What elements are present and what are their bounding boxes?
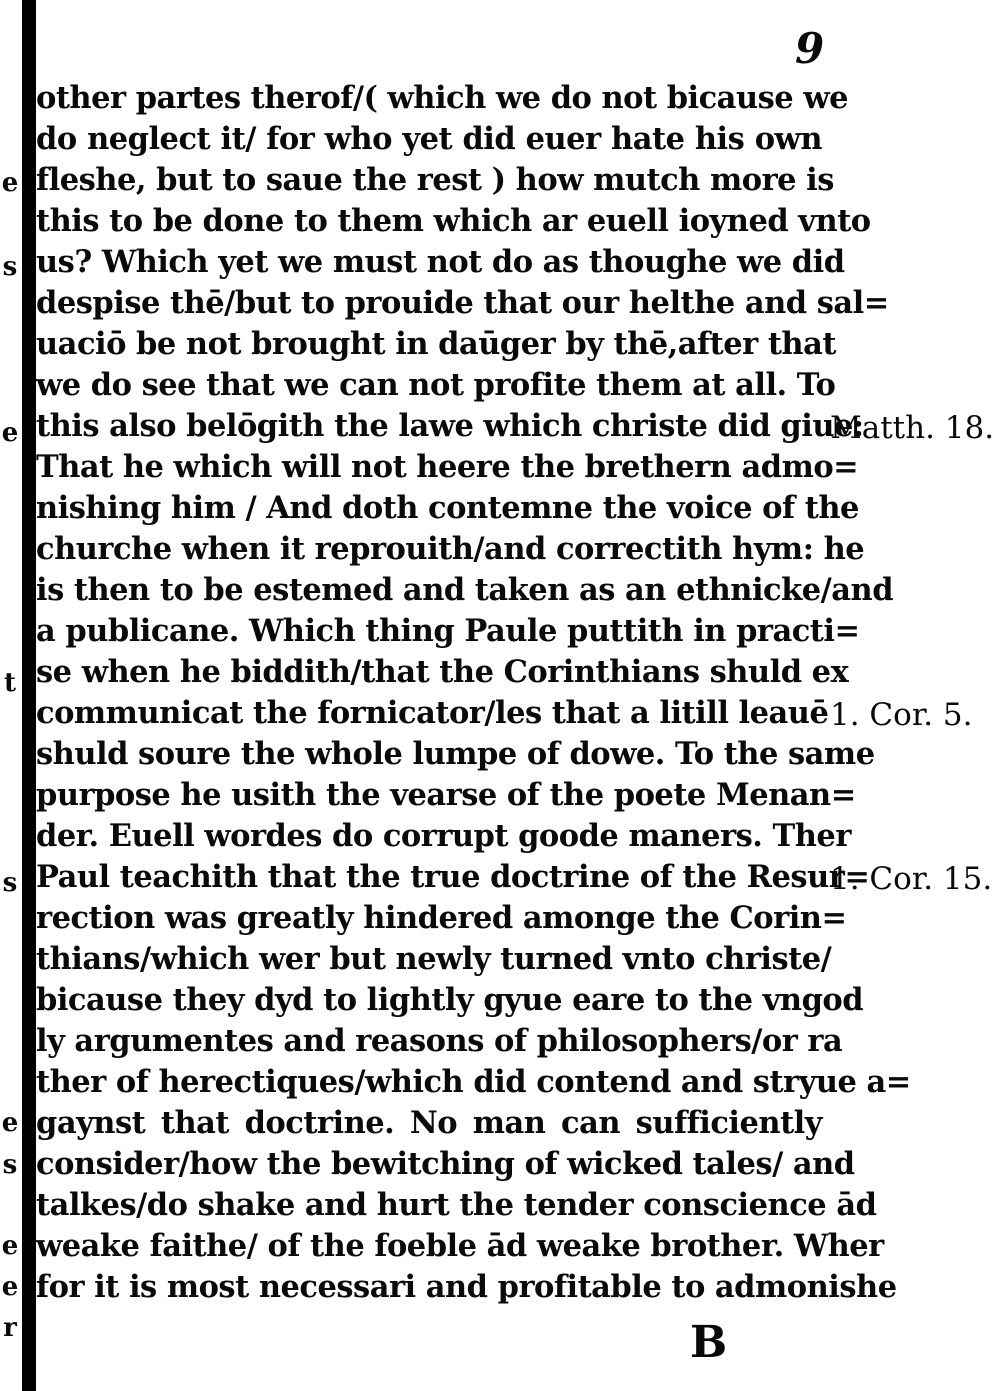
text-line: thians/which wer but newly turned vnto christe/ bbox=[36, 941, 832, 977]
text-line: despise thē/but to prouide that our helthe and sal= bbox=[36, 285, 889, 321]
text-line: fleshe, but to saue the rest ) how mutch more is bbox=[36, 162, 834, 198]
text-line: we do see that we can not profite them at all. To bbox=[36, 367, 836, 403]
text-line: is then to be estemed and taken as an ethnicke/and bbox=[36, 572, 894, 608]
text-line: a publicane. Which thing Paule puttith in practi= bbox=[36, 613, 860, 649]
signature-mark: B bbox=[690, 1317, 728, 1368]
gutter-letter: e bbox=[1, 168, 19, 198]
text-line: talkes/do shake and hurt the tender conscience ād bbox=[36, 1187, 877, 1223]
text-line: gaynst that doctrine. No man can sufficiently bbox=[36, 1105, 822, 1141]
text-line: this to be done to them which ar euell ioyned vnto bbox=[36, 203, 871, 239]
page-number: 9 bbox=[795, 24, 825, 73]
gutter-letter: e bbox=[1, 418, 19, 448]
gutter-letter: e bbox=[1, 1231, 19, 1261]
text-line: rection was greatly hindered amonge the Corin= bbox=[36, 900, 847, 936]
text-line: for it is most necessari and profitable to admonishe bbox=[36, 1269, 897, 1305]
text-line: nishing him / And doth contemne the voice of the bbox=[36, 490, 859, 526]
margin-note: 1. Cor. 15. bbox=[830, 861, 993, 897]
text-line: communicat the fornicator/les that a litill leauē bbox=[36, 695, 829, 731]
binding-gutter bbox=[22, 0, 36, 1391]
gutter-letter: e bbox=[1, 1272, 19, 1302]
text-line: ther of herectiques/which did contend and stryue a= bbox=[36, 1064, 911, 1100]
margin-note: Matth. 18. bbox=[830, 410, 995, 446]
text-line: do neglect it/ for who yet did euer hate his own bbox=[36, 121, 822, 157]
gutter-letter: e bbox=[1, 1108, 19, 1138]
text-line: Paul teachith that the true doctrine of the Resur= bbox=[36, 859, 870, 895]
gutter-letter: s bbox=[2, 868, 18, 898]
text-line: ly argumentes and reasons of philosophers/or ra bbox=[36, 1023, 843, 1059]
text-line: weake faithe/ of the foeble ād weake brother. Wher bbox=[36, 1228, 884, 1264]
text-line: uaciō be not brought in daūger by thē,after that bbox=[36, 326, 836, 362]
text-line: us? Which yet we must not do as thoughe we did bbox=[36, 244, 845, 280]
gutter-letter: t bbox=[3, 668, 16, 698]
text-line: That he which will not heere the brethern admo= bbox=[36, 449, 859, 485]
text-line: bicause they dyd to lightly gyue eare to the vngod bbox=[36, 982, 864, 1018]
gutter-letter: s bbox=[2, 1150, 18, 1180]
text-line: this also belōgith the lawe which christe did giue: bbox=[36, 408, 864, 444]
text-line: se when he biddith/that the Corinthians shuld ex bbox=[36, 654, 849, 690]
gutter-letter: r bbox=[3, 1313, 17, 1343]
margin-note: 1. Cor. 5. bbox=[830, 697, 973, 733]
text-line: purpose he usith the vearse of the poete Menan= bbox=[36, 777, 856, 813]
text-line: churche when it reprouith/and correctith hym: he bbox=[36, 531, 865, 567]
text-line: consider/how the bewitching of wicked tales/ and bbox=[36, 1146, 855, 1182]
text-line: shuld soure the whole lumpe of dowe. To the same bbox=[36, 736, 875, 772]
text-line: der. Euell wordes do corrupt goode maners. Ther bbox=[36, 818, 851, 854]
text-line: other partes therof/( which we do not bicause we bbox=[36, 80, 848, 116]
gutter-letter: s bbox=[2, 252, 18, 282]
